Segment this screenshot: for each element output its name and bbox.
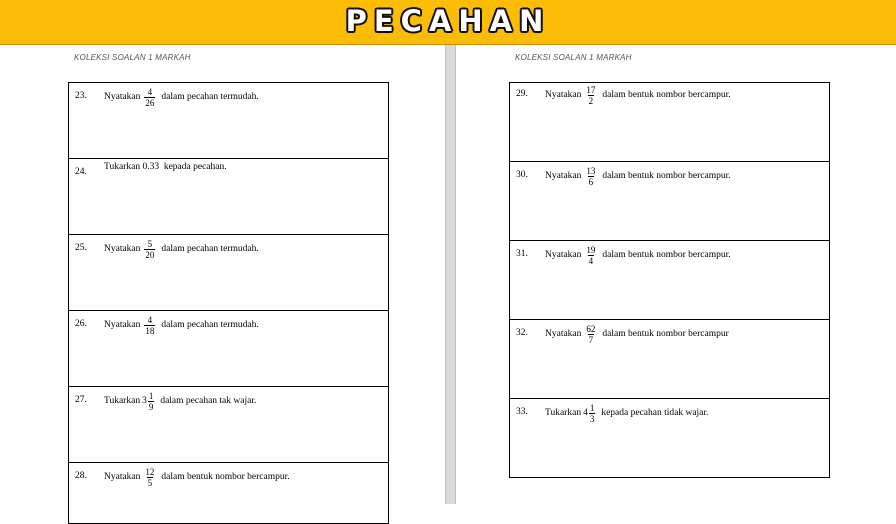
question-suffix: dalam bentuk nombor bercampur [602,329,729,339]
title-banner [0,0,896,45]
right-page-header: KOLEKSI SOALAN 1 MARKAH [515,53,632,62]
fraction-denominator: 20 [145,249,155,260]
question-text [545,320,729,348]
fraction [144,467,155,488]
fraction [585,324,596,345]
question-text [545,241,731,269]
question-cell-24 [69,159,389,235]
question-number: 30. [516,170,528,180]
question-text [104,83,259,111]
fraction-numerator: 5 [147,238,153,249]
question-suffix: dalam pecahan tak wajar. [160,396,257,406]
question-number: 33. [516,407,528,417]
fraction-numerator: 62 [586,323,596,334]
question-prefix: Nyatakan [104,472,141,482]
question-text [104,235,259,263]
banner-title: PECAHAN [345,4,551,38]
question-prefix: Nyatakan [104,244,141,254]
fraction-denominator: 9 [148,401,154,412]
question-text [104,311,259,339]
fraction-denominator: 6 [588,176,594,187]
fraction [585,245,596,266]
mixed-number [140,391,160,412]
question-cell-25 [69,235,389,311]
question-suffix: kepada pecahan tidak wajar. [601,408,709,418]
left-page [0,45,445,504]
fraction-denominator: 18 [145,325,155,336]
page-gutter [445,45,456,504]
question-text [104,387,256,415]
question-cell-23 [69,83,389,159]
question-text [104,463,290,491]
fraction-denominator: 4 [588,255,594,266]
fraction-numerator: 4 [147,314,153,325]
question-prefix: Tukarkan [545,408,582,418]
fraction-denominator: 5 [147,477,153,488]
question-text [545,83,731,107]
left-page-header: KOLEKSI SOALAN 1 MARKAH [74,53,191,62]
mixed-whole: 3 [142,396,147,406]
fraction-denominator: 26 [145,97,155,108]
question-cell-31 [510,241,830,320]
question-prefix: Tukarkan [104,396,141,406]
fraction-numerator: 19 [586,244,596,255]
question-number: 28. [75,471,87,481]
fraction-numerator: 13 [586,165,596,176]
question-number: 31. [516,249,528,259]
question-prefix: Tukarkan 0.33 [104,162,160,172]
question-suffix: dalam bentuk nombor bercampur. [602,90,731,100]
fraction-numerator: 17 [586,84,596,95]
question-suffix: dalam bentuk nombor bercampur. [602,250,731,260]
mixed-number [581,403,601,424]
question-prefix: Nyatakan [545,329,582,339]
question-cell-29 [510,83,830,162]
question-suffix: dalam bentuk nombor bercampur. [602,171,731,181]
question-prefix: Nyatakan [104,92,141,102]
question-suffix: dalam pecahan termudah. [161,320,259,330]
question-number: 25. [75,243,87,253]
question-cell-32 [510,320,830,399]
right-page [456,45,896,504]
question-text [545,399,708,427]
question-number: 24. [75,167,87,177]
question-suffix: kepada pecahan. [163,162,227,172]
fraction [585,85,596,106]
left-question-table [68,82,389,524]
question-number: 32. [516,328,528,338]
question-text [545,162,731,190]
question-cell-27 [69,387,389,463]
question-suffix: dalam pecahan termudah. [161,92,259,102]
question-prefix: Nyatakan [104,320,141,330]
fraction [144,315,155,336]
question-text [104,160,227,174]
question-cell-26 [69,311,389,387]
fraction-denominator: 3 [589,413,595,424]
right-question-table [509,82,830,478]
fraction-numerator: 1 [589,402,595,413]
fraction [144,239,155,260]
question-cell-33 [510,399,830,478]
fraction [585,166,596,187]
question-cell-30 [510,162,830,241]
question-prefix: Nyatakan [545,90,582,100]
fraction-numerator: 12 [145,466,155,477]
question-prefix: Nyatakan [545,171,582,181]
fraction-numerator: 1 [148,390,154,401]
question-cell-28 [69,463,389,524]
fraction-numerator: 4 [147,86,153,97]
mixed-whole: 4 [583,408,588,418]
question-suffix: dalam pecahan termudah. [161,244,259,254]
question-number: 23. [75,91,87,101]
fraction [144,87,155,108]
question-number: 29. [516,89,528,99]
fraction [148,391,155,412]
fraction [589,403,596,424]
question-suffix: dalam bentuk nombor bercampur. [161,472,290,482]
question-prefix: Nyatakan [545,250,582,260]
question-number: 26. [75,319,87,329]
fraction-denominator: 2 [588,95,594,106]
question-number: 27. [75,395,87,405]
fraction-denominator: 7 [588,334,594,345]
